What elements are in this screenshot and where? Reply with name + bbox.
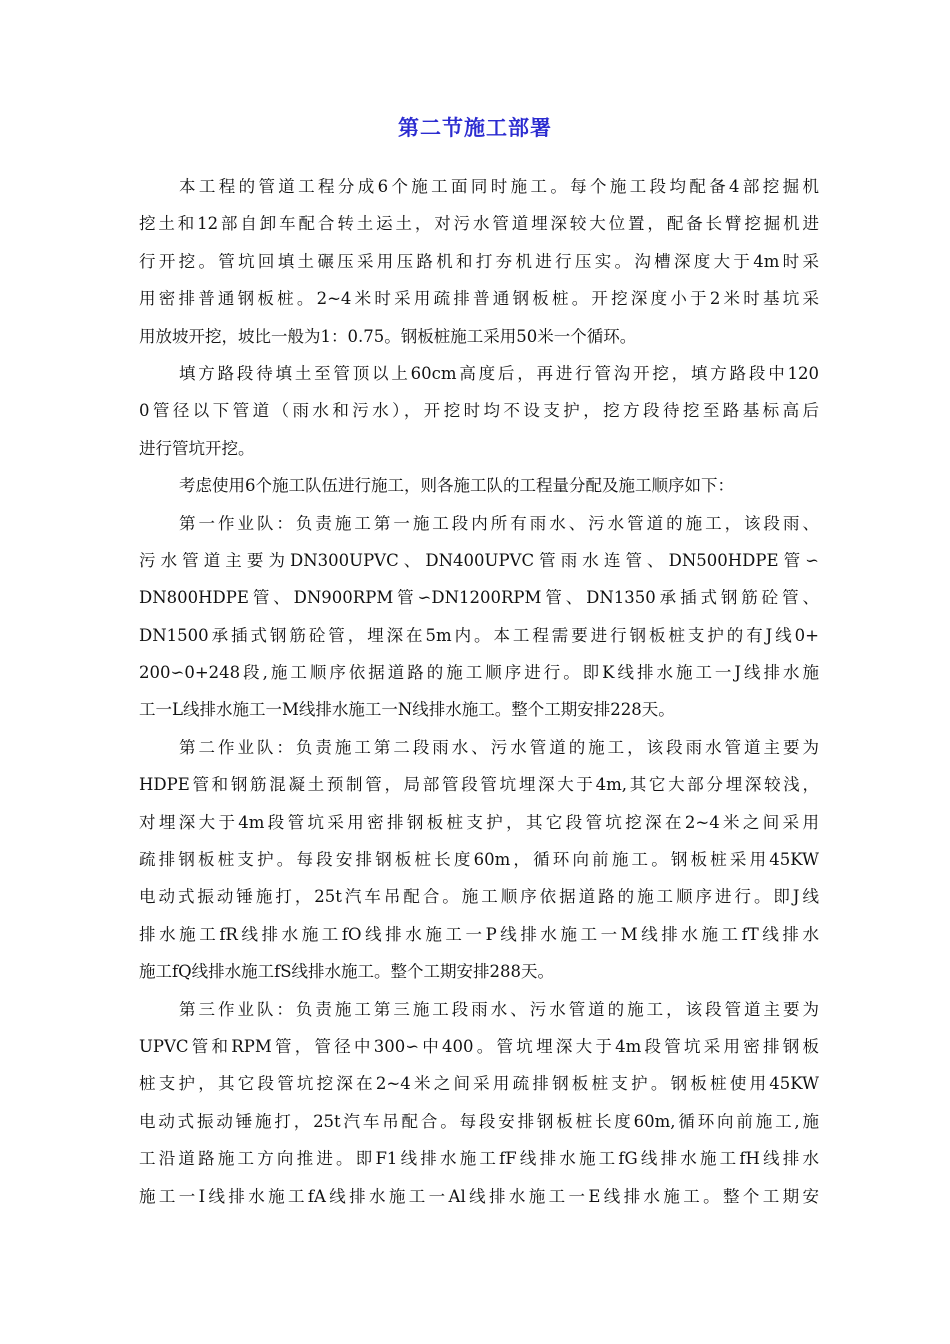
text-line: 行开挖。管坑回填土碾压采用压路机和打夯机进行压实。沟槽深度大于4m时采 <box>139 251 819 271</box>
text-line: 桩支护，其它段管坑挖深在2~4米之间采用疏排钢板桩支护。钢板桩使用45KW <box>139 1074 819 1094</box>
page-title: 第二节施工部署 <box>398 116 552 140</box>
paragraph <box>139 729 819 991</box>
text-line: 填方路段待填土至管顶以上60cm高度后，再进行管沟开挖，填方路段中120 <box>179 363 819 383</box>
text-line: 用密排普通钢板桩。2~4米时采用疏排普通钢板桩。开挖深度小于2米时基坑采 <box>139 289 819 309</box>
text-line: UPVC管和RPM管，管径中300∽中400。管坑埋深大于4m段管坑采用密排钢板 <box>139 1036 819 1056</box>
text-line: 第二作业队：负责施工第二段雨水、污水管道的施工，该段雨水管道主要为 <box>179 737 819 757</box>
text-line: 工沿道路施工方向推进。即F1线排水施工fF线排水施工fG线排水施工fH线排水 <box>139 1149 819 1169</box>
text-line: 电动式振动锤施打，25t汽车吊配合。每段安排钢板桩长度60m,循环向前施工,施 <box>139 1111 819 1131</box>
text-line: HDPE管和钢筋混凝土预制管，局部管段管坑埋深大于4m,其它大部分埋深较浅， <box>139 775 819 795</box>
document-body <box>139 168 819 1215</box>
paragraph <box>139 355 819 467</box>
text-line: 考虑使用6个施工队伍进行施工，则各施工队的工程量分配及施工顺序如下： <box>179 476 734 496</box>
text-line: DN800HDPE管、DN900RPM管∽DN1200RPM管、DN1350承插式钢筋砼管、 <box>139 588 819 608</box>
text-line: 0管径以下管道（雨水和污水），开挖时均不设支护，挖方段待挖至路基标高后 <box>139 401 819 421</box>
paragraph <box>139 168 819 355</box>
text-line: 排水施工fR线排水施工fO线排水施工一P线排水施工一M线排水施工fT线排水 <box>139 924 819 944</box>
text-line: 污水管道主要为DN300UPVC、DN400UPVC管雨水连管、DN500HDPE管∽ <box>139 550 819 570</box>
paragraph <box>139 467 819 504</box>
text-line: 疏排钢板桩支护。每段安排钢板桩长度60m，循环向前施工。钢板桩采用45KW <box>139 850 819 870</box>
paragraph <box>139 991 819 1215</box>
text-line: 施工fQ线排水施工fS线排水施工。整个工期安排288天。 <box>139 962 555 982</box>
text-line: 200∽0+248段,施工顺序依据道路的施工顺序进行。即K线排水施工一J线排水施 <box>139 663 819 683</box>
text-line: 挖土和12部自卸车配合转土运土，对污水管道埋深较大位置，配备长臂挖掘机进 <box>139 214 819 234</box>
text-line: DN1500承插式钢筋砼管，埋深在5m内。本工程需要进行钢板桩支护的有J线0+ <box>139 625 819 645</box>
text-line: 电动式振动锤施打，25t汽车吊配合。施工顺序依据道路的施工顺序进行。即J线 <box>139 887 819 907</box>
text-line: 对埋深大于4m段管坑采用密排钢板桩支护，其它段管坑挖深在2~4米之间采用 <box>139 812 819 832</box>
text-line: 第一作业队：负责施工第一施工段内所有雨水、污水管道的施工，该段雨、 <box>179 513 819 533</box>
text-line: 施工一I线排水施工fA线排水施工一Al线排水施工一E线排水施工。整个工期安 <box>139 1186 819 1206</box>
text-line: 第三作业队：负责施工第三施工段雨水、污水管道的施工，该段管道主要为 <box>179 999 819 1019</box>
text-line: 本工程的管道工程分成6个施工面同时施工。每个施工段均配备4部挖掘机 <box>179 177 819 196</box>
text-line: 进行管坑开挖。 <box>139 438 255 458</box>
text-line: 工一L线排水施工一M线排水施工一N线排水施工。整个工期安排228天。 <box>139 700 675 720</box>
text-line: 用放坡开挖，坡比一般为1：0.75。钢板桩施工采用50米一个循环。 <box>139 326 637 346</box>
paragraph <box>139 505 819 729</box>
